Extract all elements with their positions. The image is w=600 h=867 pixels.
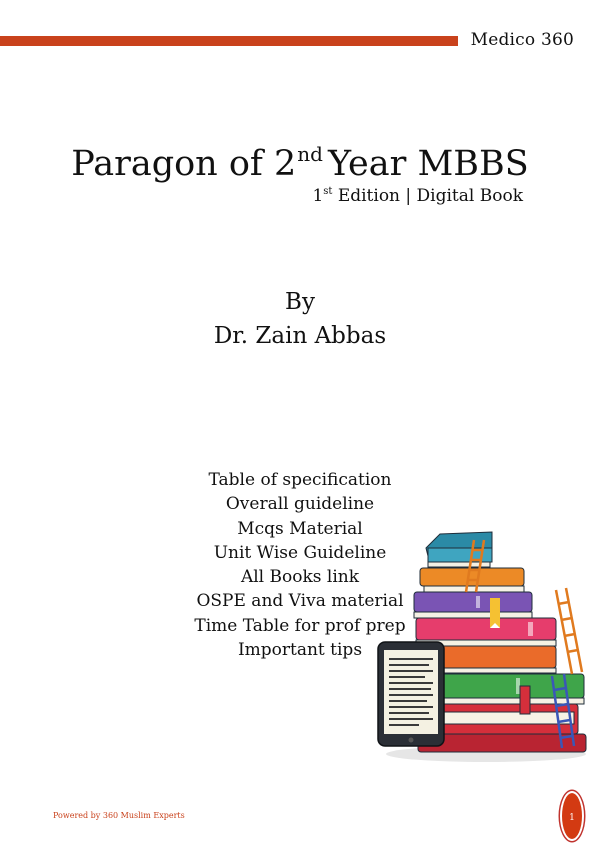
title-prefix: Paragon of 2 xyxy=(71,144,297,184)
books-and-tablet-icon xyxy=(376,526,600,766)
title-superscript: nd xyxy=(297,142,323,166)
author-name: Dr. Zain Abbas xyxy=(213,323,387,349)
title-suffix: Year MBBS xyxy=(327,144,529,184)
feature-item: Table of specification xyxy=(208,470,392,490)
powered-by-footer: Powered by 360 Muslim Experts xyxy=(53,811,185,820)
feature-item: Important tips xyxy=(237,640,363,661)
byline-by: By xyxy=(285,289,315,315)
feature-item: Overall guideline xyxy=(225,494,375,515)
feature-item: Time Table for prof prep xyxy=(194,615,406,636)
page-title xyxy=(0,134,600,184)
feature-item: Mcqs Material xyxy=(237,518,363,539)
header-accent-bar xyxy=(0,36,458,46)
page-number-badge: 1 xyxy=(560,791,584,841)
edition-subtitle xyxy=(312,186,523,206)
feature-item: All Books link xyxy=(240,567,360,588)
header-brand: Medico 360 xyxy=(470,30,574,50)
edition-number: 1 xyxy=(312,186,324,206)
feature-item: OSPE and Viva material xyxy=(196,591,404,612)
edition-superscript: st xyxy=(323,186,333,197)
feature-item: Unit Wise Guideline xyxy=(213,542,387,563)
edition-text: Edition | Digital Book xyxy=(332,186,523,206)
